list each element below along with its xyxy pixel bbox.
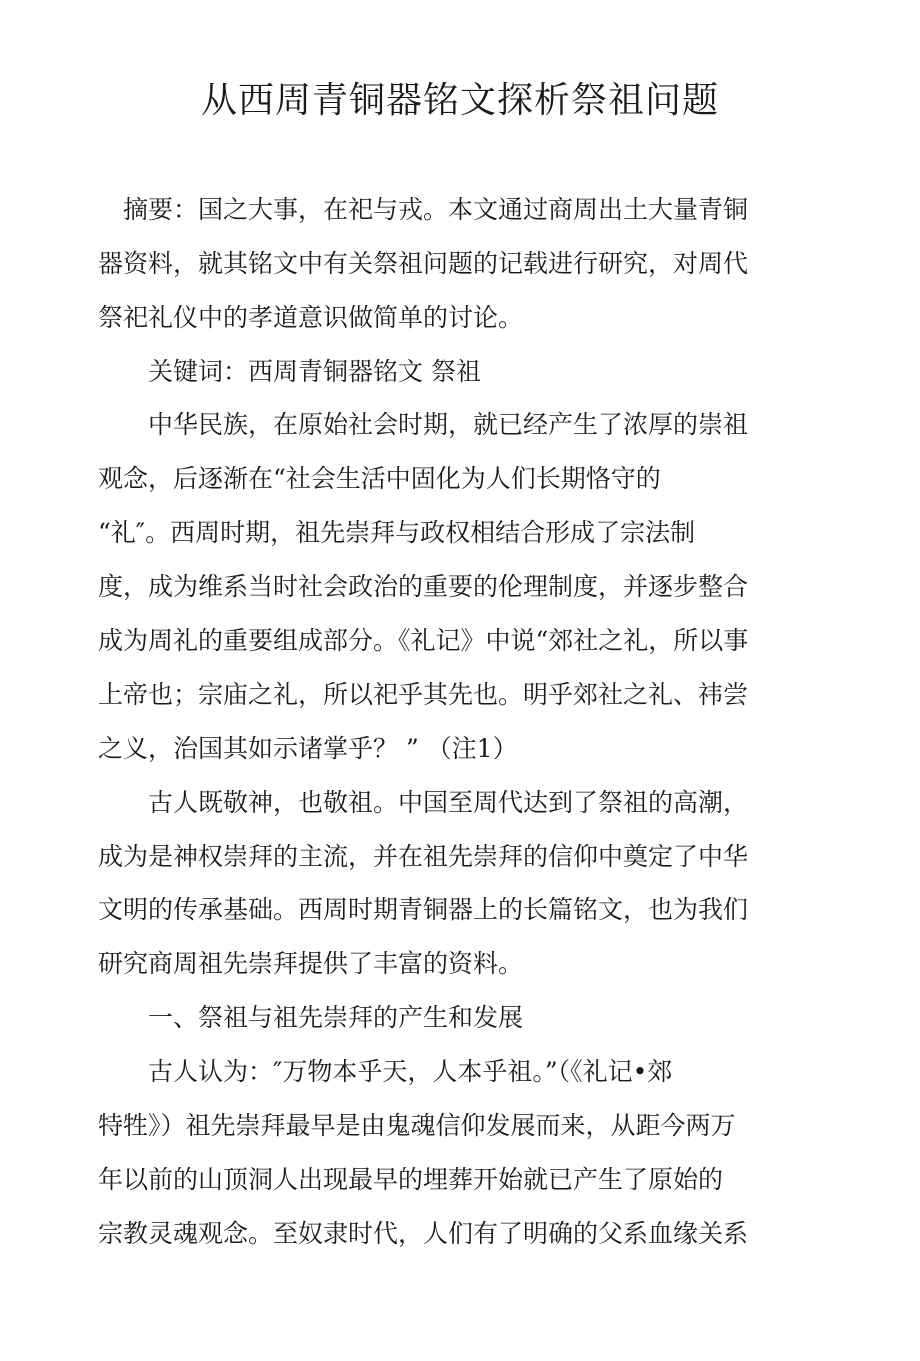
keywords-line: 关键词：西周青铜器铭文 祭祖 bbox=[98, 357, 481, 386]
body-line-15: 宗教灵魂观念。至奴隶时代，人们有了明确的父系血缘关系 bbox=[98, 1219, 749, 1248]
abstract-line-3: 祭祀礼仪中的孝道意识做简单的讨论。 bbox=[98, 303, 524, 332]
body-line-9: 成为是神权崇拜的主流，并在祖先崇拜的信仰中奠定了中华 bbox=[98, 842, 749, 871]
abstract-line-1: 摘要：国之大事，在祀与戎。本文通过商周出土大量青铜 bbox=[98, 195, 749, 224]
body-line-14: 年以前的山顶洞人出现最早的埋葬开始就已产生了原始的 bbox=[98, 1165, 724, 1194]
body-line-10: 文明的传承基础。西周时期青铜器上的长篇铭文，也为我们 bbox=[98, 895, 749, 924]
body-line-4: 度，成为维系当时社会政治的重要的伦理制度，并逐步整合 bbox=[98, 572, 749, 601]
body-line-13: 特牲》）祖先崇拜最早是由鬼魂信仰发展而来，从距今两万 bbox=[98, 1111, 736, 1140]
document-title: 从西周青铜器铭文探析祭祖问题 bbox=[200, 80, 719, 121]
body-line-6: 上帝也；宗庙之礼，所以祀乎其先也。明乎郊社之礼、祎尝 bbox=[98, 680, 749, 709]
abstract-line-2: 器资料，就其铭文中有关祭祖问题的记载进行研究，对周代 bbox=[98, 249, 749, 278]
section-heading-1: 一、祭祖与祖先崇拜的产生和发展 bbox=[98, 1003, 524, 1032]
body-line-12: 古人认为：″万物本乎天，人本乎祖。”（《礼记•郊 bbox=[98, 1057, 673, 1086]
body-line-7: 之义，治国其如示诸掌乎？ ” （注1） bbox=[98, 734, 518, 763]
body-line-8: 古人既敬神，也敬祖。中国至周代达到了祭祖的高潮， bbox=[98, 788, 749, 817]
body-line-2: 观念，后逐渐在“社会生活中固化为人们长期恪守的 bbox=[98, 464, 661, 493]
body-line-1: 中华民族，在原始社会时期，就已经产生了浓厚的崇祖 bbox=[98, 410, 749, 439]
body-line-5: 成为周礼的重要组成部分。《礼记》中说“郊社之礼，所以事 bbox=[98, 626, 749, 655]
body-line-3: “礼″。西周时期，祖先崇拜与政权相结合形成了宗法制 bbox=[98, 518, 696, 547]
body-line-11: 研究商周祖先崇拜提供了丰富的资料。 bbox=[98, 949, 524, 978]
